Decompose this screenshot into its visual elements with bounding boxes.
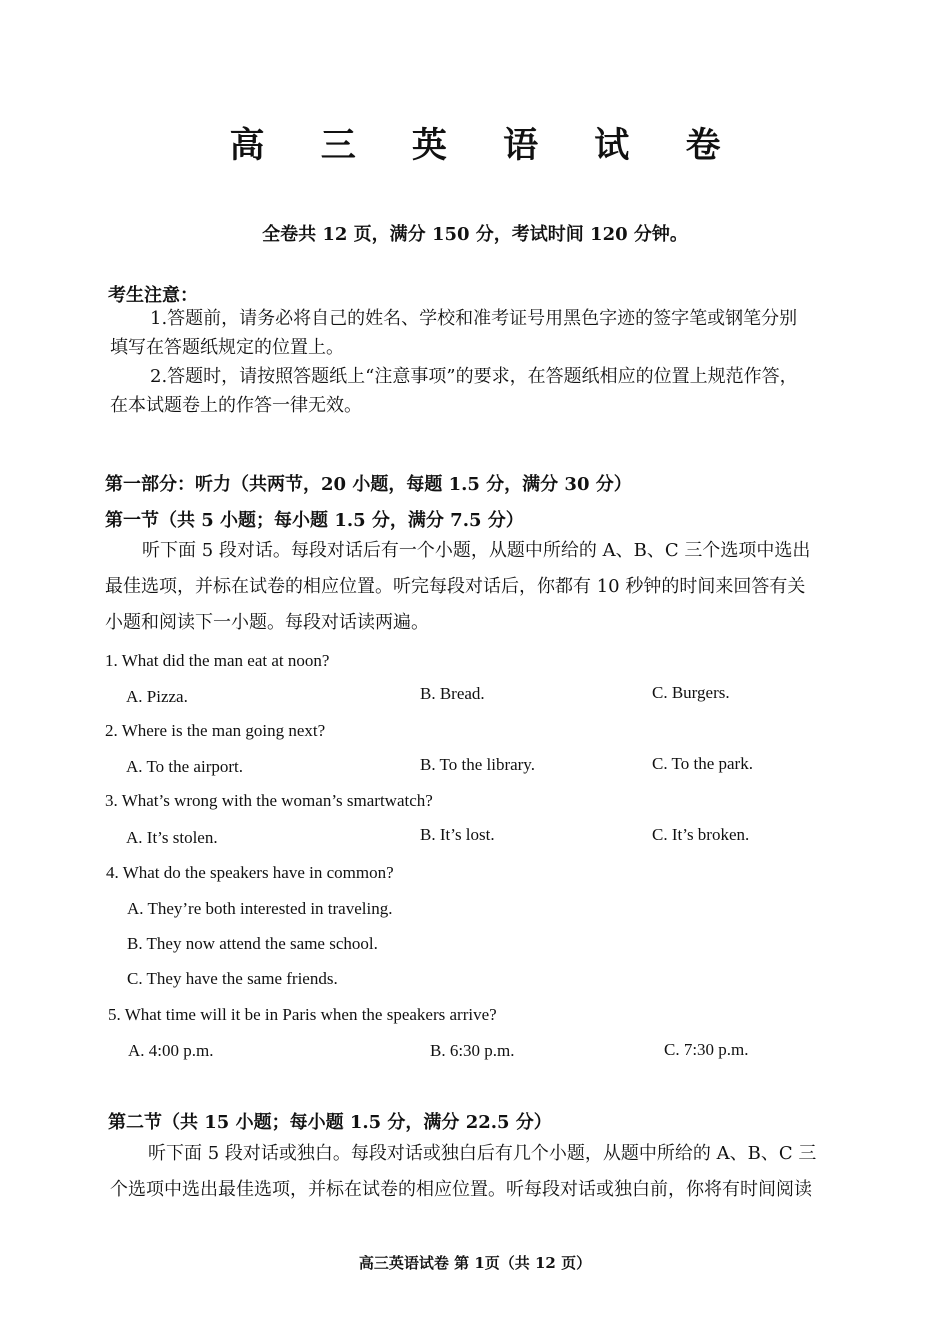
q2-option-b: B. To the library. xyxy=(420,755,535,774)
question-3: 3. What’s wrong with the woman’s smartwatch? xyxy=(105,791,433,810)
q1-option-c: C. Burgers. xyxy=(652,683,730,702)
notice-line-2b: 在本试题卷上的作答一律无效。 xyxy=(110,395,362,416)
q3-option-a: A. It’s stolen. xyxy=(126,828,218,847)
page-footer: 高三英语试卷 第 1页（共 12 页） xyxy=(358,1254,592,1272)
section2-instr-2: 个选项中选出最佳选项，并标在试卷的相应位置。听每段对话或独白前，你将有时间阅读 xyxy=(110,1179,812,1200)
question-4: 4. What do the speakers have in common? xyxy=(106,863,394,882)
q1-option-a: A. Pizza. xyxy=(126,687,188,706)
notice-line-2a: 2.答题时，请按照答题纸上“注意事项”的要求，在答题纸相应的位置上规范作答， xyxy=(150,366,798,387)
q4-option-c: C. They have the same friends. xyxy=(127,969,338,988)
q3-option-c: C. It’s broken. xyxy=(652,825,750,844)
section1-instr-3: 小题和阅读下一小题。每段对话读两遍。 xyxy=(105,612,429,633)
section1-instr-1: 听下面 5 段对话。每段对话后有一个小题，从题中所给的 A、B、C 三个选项中选出 xyxy=(142,540,811,561)
q5-option-b: B. 6:30 p.m. xyxy=(430,1041,515,1060)
question-5: 5. What time will it be in Paris when the speakers arrive? xyxy=(108,1005,497,1024)
q5-option-c: C. 7:30 p.m. xyxy=(664,1040,749,1059)
question-1: 1. What did the man eat at noon? xyxy=(105,651,330,670)
q4-option-a: A. They’re both interested in traveling. xyxy=(127,899,393,918)
section1-heading: 第一节（共 5 小题；每小题 1.5 分，满分 7.5 分） xyxy=(105,510,524,531)
notice-line-1b: 填写在答题纸规定的位置上。 xyxy=(110,337,344,358)
section2-heading: 第二节（共 15 小题；每小题 1.5 分，满分 22.5 分） xyxy=(108,1112,552,1133)
q3-option-b: B. It’s lost. xyxy=(420,825,495,844)
section2-instr-1: 听下面 5 段对话或独白。每段对话或独白后有几个小题，从题中所给的 A、B、C 三 xyxy=(148,1143,817,1164)
q2-option-c: C. To the park. xyxy=(652,754,753,773)
exam-title: 高 三 英 语 试 卷 xyxy=(229,125,743,166)
section1-instr-2: 最佳选项，并标在试卷的相应位置。听完每段对话后，你都有 10 秒钟的时间来回答有关 xyxy=(105,576,806,597)
part1-heading: 第一部分：听力（共两节，20 小题，每题 1.5 分，满分 30 分） xyxy=(105,474,632,495)
exam-info: 全卷共 12 页，满分 150 分，考试时间 120 分钟。 xyxy=(262,224,688,245)
question-2: 2. Where is the man going next? xyxy=(105,721,326,740)
q4-option-b: B. They now attend the same school. xyxy=(127,934,378,953)
q5-option-a: A. 4:00 p.m. xyxy=(128,1041,214,1060)
q1-option-b: B. Bread. xyxy=(420,684,485,703)
notice-line-1a: 1.答题前，请务必将自己的姓名、学校和准考证号用黑色字迹的签字笔或钢笔分别 xyxy=(150,308,798,329)
notice-heading: 考生注意： xyxy=(108,285,198,306)
q2-option-a: A. To the airport. xyxy=(126,757,243,776)
